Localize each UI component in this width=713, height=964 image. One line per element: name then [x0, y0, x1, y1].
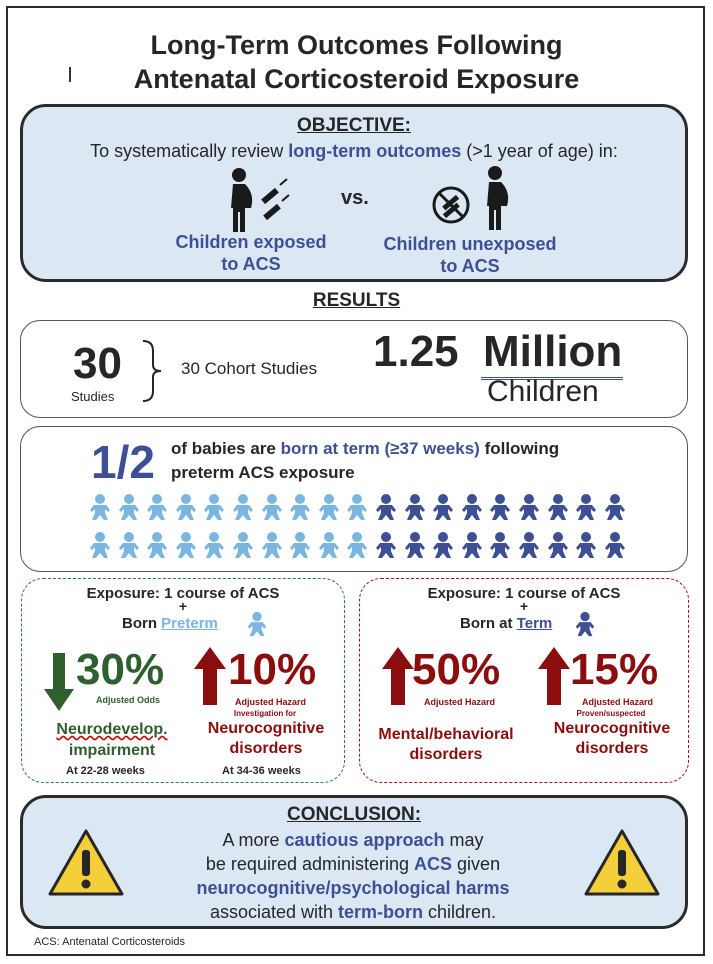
term-stat2-label: Adjusted Hazard [582, 697, 654, 707]
term-stat1-outcome [366, 725, 526, 765]
baby-light-icon [318, 531, 340, 559]
baby-light-icon [289, 531, 311, 559]
unexposed-line2: to ACS [440, 256, 500, 276]
baby-dark-icon [547, 531, 569, 559]
preterm-panel [21, 578, 345, 783]
baby-dark-icon [375, 531, 397, 559]
baby-light-icon [289, 493, 311, 521]
preterm-stat1-outcome2: impairment [68, 742, 156, 759]
cohort-studies-text: 30 Cohort Studies [181, 359, 318, 378]
term-born-text: Born at [460, 615, 517, 632]
preterm-exposure: Exposure: 1 course of ACS [86, 585, 280, 602]
unexposed-label [358, 233, 582, 277]
preterm-born [122, 615, 218, 632]
arrow-up-icon [382, 647, 414, 705]
baby-dark-icon [604, 531, 626, 559]
baby-light-icon [118, 531, 140, 559]
objective-heading: OBJECTIVE: [296, 115, 412, 136]
preterm-born-text: Born [122, 615, 162, 632]
term-stat1-value: 50% [412, 645, 501, 694]
preterm-born-word: Preterm [161, 615, 218, 632]
term-stat1-outcome1: Mental/behavioral [378, 726, 514, 743]
conclusion-text [133, 828, 573, 924]
baby-light-icon [175, 531, 197, 559]
cursor-mark [69, 67, 71, 82]
half-text-highlight: born at term (≥37 weeks) [280, 439, 480, 458]
million-word: Million [483, 327, 623, 376]
conclusion-l3: neurocognitive/psychological harms [196, 878, 510, 898]
baby-dark-icon [404, 531, 426, 559]
conclusion-l2b: ACS [414, 854, 453, 874]
baby-dark-icon [489, 493, 511, 521]
exposed-label [151, 231, 351, 275]
results-heading: RESULTS [312, 290, 401, 311]
baby-light-icon [346, 531, 368, 559]
baby-dark-icon [574, 611, 596, 637]
baby-light-icon [246, 611, 268, 637]
no-syringe-pregnant-woman-icon [425, 165, 517, 235]
baby-dark-icon [575, 493, 597, 521]
title-line1: Long-Term Outcomes Following [150, 30, 563, 60]
objective-text-highlight: long-term outcomes [288, 141, 462, 161]
unexposed-line1: Children unexposed [383, 234, 557, 254]
title-line2: Antenatal Corticosteroid Exposure [133, 64, 580, 94]
baby-light-icon [203, 493, 225, 521]
baby-light-icon [118, 493, 140, 521]
conclusion-heading: CONCLUSION: [286, 804, 422, 825]
footnote: ACS: Antenatal Corticosteroids [34, 936, 186, 948]
baby-light-icon [346, 493, 368, 521]
half-text [171, 437, 671, 485]
half-text-part2: following [479, 439, 560, 458]
baby-light-icon [203, 531, 225, 559]
baby-light-icon [146, 531, 168, 559]
term-stat2-sub: Proven/suspected [576, 709, 646, 718]
preterm-stat2-label: Adjusted Hazard [235, 697, 307, 707]
preterm-stat1-weeks: At 22-28 weeks [66, 765, 145, 777]
baby-dark-icon [604, 493, 626, 521]
preterm-stat2-outcome1: Neurocognitive [207, 720, 325, 737]
half-text-part1: of babies are [171, 439, 281, 458]
vs-label: vs. [341, 187, 369, 209]
baby-light-icon [175, 493, 197, 521]
preterm-stat2-sub: Investigation for [233, 709, 297, 718]
half-fraction: 1/2 [91, 436, 155, 488]
objective-text-prefix: To systematically review [90, 141, 289, 161]
preterm-stat1-outcome [44, 719, 180, 761]
baby-dark-icon [461, 493, 483, 521]
preterm-stat1-outcome1: Neurodevelop. [56, 721, 168, 738]
term-stat1-outcome2: disorders [409, 746, 483, 763]
term-stat2-outcome1: Neurocognitive [553, 720, 671, 737]
term-stat1-label: Adjusted Hazard [424, 697, 496, 707]
arrow-up-icon [194, 647, 226, 705]
children-word: Children [487, 375, 599, 408]
studies-number: 30 [73, 339, 122, 388]
studies-panel [20, 320, 688, 418]
baby-light-icon [261, 493, 283, 521]
term-stat2-outcome [534, 719, 690, 759]
arrow-up-icon [538, 647, 570, 705]
exposed-line1: Children exposed [175, 232, 327, 252]
preterm-stat2-value: 10% [228, 645, 317, 694]
baby-light-icon [232, 531, 254, 559]
conclusion-l1b: cautious approach [284, 830, 445, 850]
objective-panel [20, 104, 688, 282]
baby-dark-icon [432, 531, 454, 559]
brace-icon [139, 339, 165, 403]
term-plus: + [519, 598, 529, 614]
half-text-part3: preterm ACS exposure [171, 463, 355, 482]
preterm-plus: + [178, 598, 188, 614]
conclusion-l1c: may [444, 830, 484, 850]
baby-dark-icon [375, 493, 397, 521]
conclusion-l2a: be required administering [205, 854, 415, 874]
conclusion-l1a: A more [222, 830, 285, 850]
conclusion-l2c: given [452, 854, 501, 874]
warning-icon-left [47, 828, 125, 898]
baby-dark-icon [518, 531, 540, 559]
baby-light-icon [89, 493, 111, 521]
baby-light-icon [261, 531, 283, 559]
baby-light-icon [232, 493, 254, 521]
term-born [460, 615, 552, 632]
baby-dark-icon [404, 493, 426, 521]
term-stat2-value: 15% [570, 645, 659, 694]
baby-light-icon [318, 493, 340, 521]
objective-text-suffix: (>1 year of age) in: [461, 141, 618, 161]
warning-icon-right [583, 828, 661, 898]
term-panel [359, 578, 689, 783]
preterm-stat2-weeks: At 34-36 weeks [222, 765, 301, 777]
conclusion-l4a: associated with [209, 902, 339, 922]
term-born-word: Term [516, 615, 553, 632]
conclusion-panel [20, 795, 688, 929]
arrow-down-icon [44, 653, 74, 711]
baby-dark-icon [489, 531, 511, 559]
baby-dark-icon [575, 531, 597, 559]
term-stat2-outcome2: disorders [575, 740, 649, 757]
preterm-stat2-outcome [188, 719, 344, 759]
preterm-stat2-outcome2: disorders [229, 740, 303, 757]
term-exposure: Exposure: 1 course of ACS [427, 585, 621, 602]
preterm-stat1-value: 30% [76, 645, 165, 694]
objective-text [23, 141, 685, 162]
born-at-term-panel [20, 426, 688, 572]
conclusion-l4b: term-born [338, 902, 424, 922]
studies-label: Studies [71, 389, 115, 404]
baby-dark-icon [461, 531, 483, 559]
baby-light-icon [146, 493, 168, 521]
pregnant-woman-syringe-icon [223, 167, 293, 233]
baby-dark-icon [432, 493, 454, 521]
million-number: 1.25 [373, 327, 459, 376]
preterm-stat1-label: Adjusted Odds [96, 695, 161, 705]
baby-light-icon [89, 531, 111, 559]
baby-dark-icon [518, 493, 540, 521]
conclusion-l4c: children. [423, 902, 497, 922]
exposed-line2: to ACS [221, 254, 281, 274]
baby-dark-icon [547, 493, 569, 521]
